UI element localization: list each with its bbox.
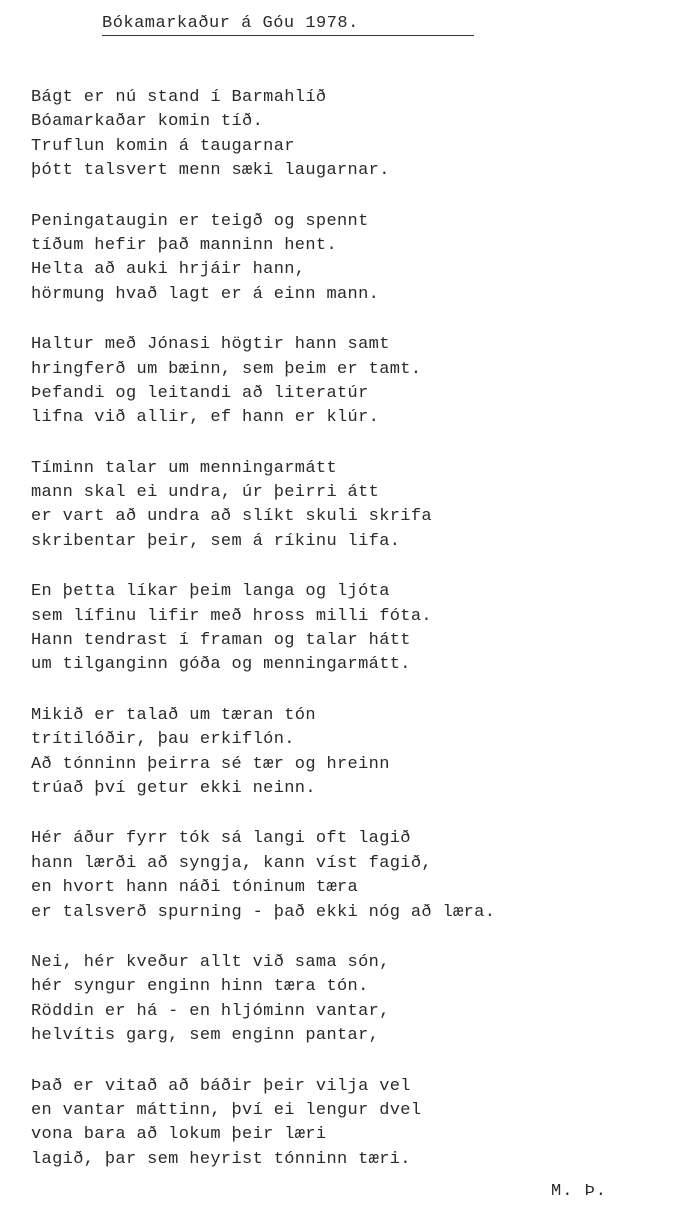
poem-line: lagið, þar sem heyrist tónninn tæri. (31, 1149, 411, 1169)
poem-line: trítilóðir, þau erkiflón. (31, 730, 295, 750)
poem-line: hörmung hvað lagt er á einn mann. (31, 284, 380, 304)
poem-line: Hann tendrast í framan og talar hátt (31, 631, 411, 651)
poem-line: helvítis garg, sem enginn pantar, (31, 1026, 380, 1046)
poem-line: Bágt er nú stand í Barmahlíð (31, 88, 327, 107)
poem-line: trúað því getur ekki neinn. (31, 778, 316, 798)
poem-line: mann skal ei undra, úr þeirri átt (31, 483, 380, 503)
poem-line: skribentar þeir, sem á ríkinu lifa. (31, 531, 401, 551)
poem-line: sem lífinu lifir með hross milli fóta. (31, 606, 432, 626)
stanza (31, 86, 686, 184)
poem-line: vona bara að lokum þeir læri (31, 1125, 327, 1145)
stanza (31, 827, 686, 925)
poem-line: Röddin er há - en hljóminn vantar, (31, 1001, 390, 1021)
poem-line: en vantar máttinn, því ei lengur dvel (31, 1100, 422, 1120)
stanza (31, 951, 686, 1049)
poem-line: Mikið er talað um tæran tón (31, 705, 316, 725)
poem-line: Bóamarkaðar komin tíð. (31, 112, 264, 132)
poem-line: Að tónninn þeirra sé tær og hreinn (31, 754, 390, 774)
poem-body (31, 86, 686, 1198)
poem-title: Bókamarkaður á Góu 1978. (102, 14, 474, 36)
stanza (31, 457, 686, 555)
poem-line: Tíminn talar um menningarmátt (31, 458, 337, 478)
poem-line: um tilganginn góða og menningarmátt. (31, 655, 411, 675)
poem-line: Það er vitað að báðir þeir vilja vel (31, 1076, 411, 1096)
poem-line: tíðum hefir það manninn hent. (31, 235, 337, 255)
poem-line: En þetta líkar þeim langa og ljóta (31, 582, 390, 602)
poem-line: Peningataugin er teigð og spennt (31, 211, 369, 231)
poem-line: er talsverð spurning - það ekki nóg að læra. (31, 902, 496, 922)
poem-line: þótt talsvert menn sæki laugarnar. (31, 161, 390, 181)
poem-line: Nei, hér kveður allt við sama són, (31, 952, 390, 972)
poem-line: hringferð um bæinn, sem þeim er tamt. (31, 359, 422, 379)
poem-line: hér syngur enginn hinn tæra tón. (31, 977, 369, 997)
stanza (31, 210, 686, 308)
stanza (31, 1075, 686, 1173)
poem-line: Haltur með Jónasi högtir hann samt (31, 335, 390, 355)
poem-line: Helta að auki hrjáir hann, (31, 260, 306, 280)
poem-line: Þefandi og leitandi að literatúr (31, 383, 369, 403)
stanza (31, 333, 686, 431)
stanza (31, 704, 686, 802)
poem-line: er vart að undra að slíkt skuli skrifa (31, 507, 432, 527)
signature: M. Þ. (551, 1182, 608, 1201)
poem-line: Hér áður fyrr tók sá langi oft lagið (31, 829, 411, 849)
stanza (31, 580, 686, 678)
poem-line: lifna við allir, ef hann er klúr. (31, 408, 380, 428)
poem-line: en hvort hann náði tóninum tæra (31, 878, 359, 898)
poem-line: Truflun komin á taugarnar (31, 136, 295, 156)
poem-line: hann lærði að syngja, kann víst fagið, (31, 853, 432, 873)
